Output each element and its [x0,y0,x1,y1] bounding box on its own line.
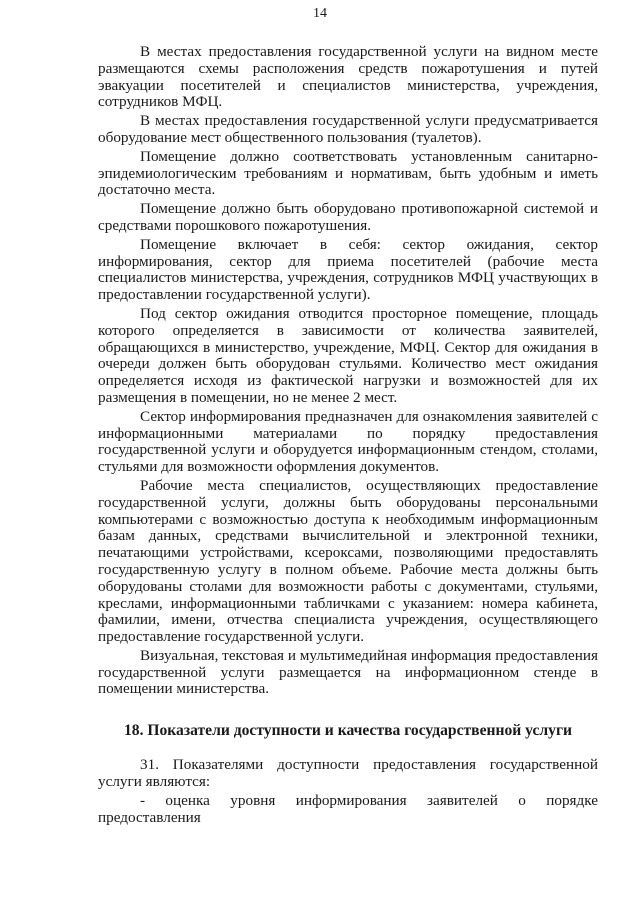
paragraph-sanitary-requirements: Помещение должно соответствовать установленным санитарно-эпидемиологическим требованиям и нормативам, быть удобным и иметь достаточно места. [98,147,598,199]
paragraph-evacuation-schemes: В местах предоставления государственной услуги на видном месте размещаются схемы расположения средств пожаротушения и путей эвакуации посетителей и специалистов министерства, учреждения, сотрудников МФЦ. [98,43,598,111]
paragraph-waiting-sector: Под сектор ожидания отводится просторное помещение, площадь которого определяется в зависимости от количества заявителей, обращающихся в министерство, учреждение, МФЦ. Сектор для ожидания в очереди должен быть оборудован стульями. Количество мест ожидания определяется исходя из фактической нагрузки и возможностей для их размещения в помещении, но не менее 2 мест. [98,304,598,406]
document-body [98,44,598,826]
paragraph-fire-system: Помещение должно быть оборудовано противопожарной системой и средствами порошкового пожаротушения. [98,200,598,234]
paragraph-visual-information: Визуальная, текстовая и мультимедийная информация предоставления государственной услуги размещается на информационном стенде в помещении министерства. [98,646,598,698]
numbered-item-31: 31. Показателями доступности предоставления государственной услуги являются: [98,756,598,791]
page-number: 14 [313,6,327,21]
paragraph-workplaces: Рабочие места специалистов, осуществляющих предоставление государственной услуги, должны быть оборудованы персональными компьютерами с возможностью доступа к необходимым информационным базам данных, средствами вычислительной и электронной техники, печатающими устройствами, ксероксами, позволяющими предоставлять государственную услугу в полном объеме. Рабочие места должны быть оборудованы столами для возможности работы с документами, стульями, креслами, информационными табличками с указанием: номера кабинета, фамилии, имени, отчества специалиста учреждения, осуществляющего предоставление государственной услуги. [98,476,598,646]
paragraph-information-sector: Сектор информирования предназначен для ознакомления заявителей с информационными материалами по порядку предоставления государственной услуги и оборудуется информационным стендом, столами, стульями для возможности оформления документов. [98,407,598,476]
section-heading: 18. Показатели доступности и качества государственной услуги [123,722,573,740]
list-item-informing-level: - оценка уровня информирования заявителей о порядке предоставления [98,791,598,826]
paragraph-room-sectors: Помещение включает в себя: сектор ожидания, сектор информирования, сектор для приема посетителей (рабочие места специалистов министерства, учреждения, сотрудников МФЦ участвующих в предоставлении государственной услуги). [98,235,598,304]
paragraph-public-facilities: В местах предоставления государственной услуги предусматривается оборудование мест общественного пользования (туалетов). [98,112,598,146]
